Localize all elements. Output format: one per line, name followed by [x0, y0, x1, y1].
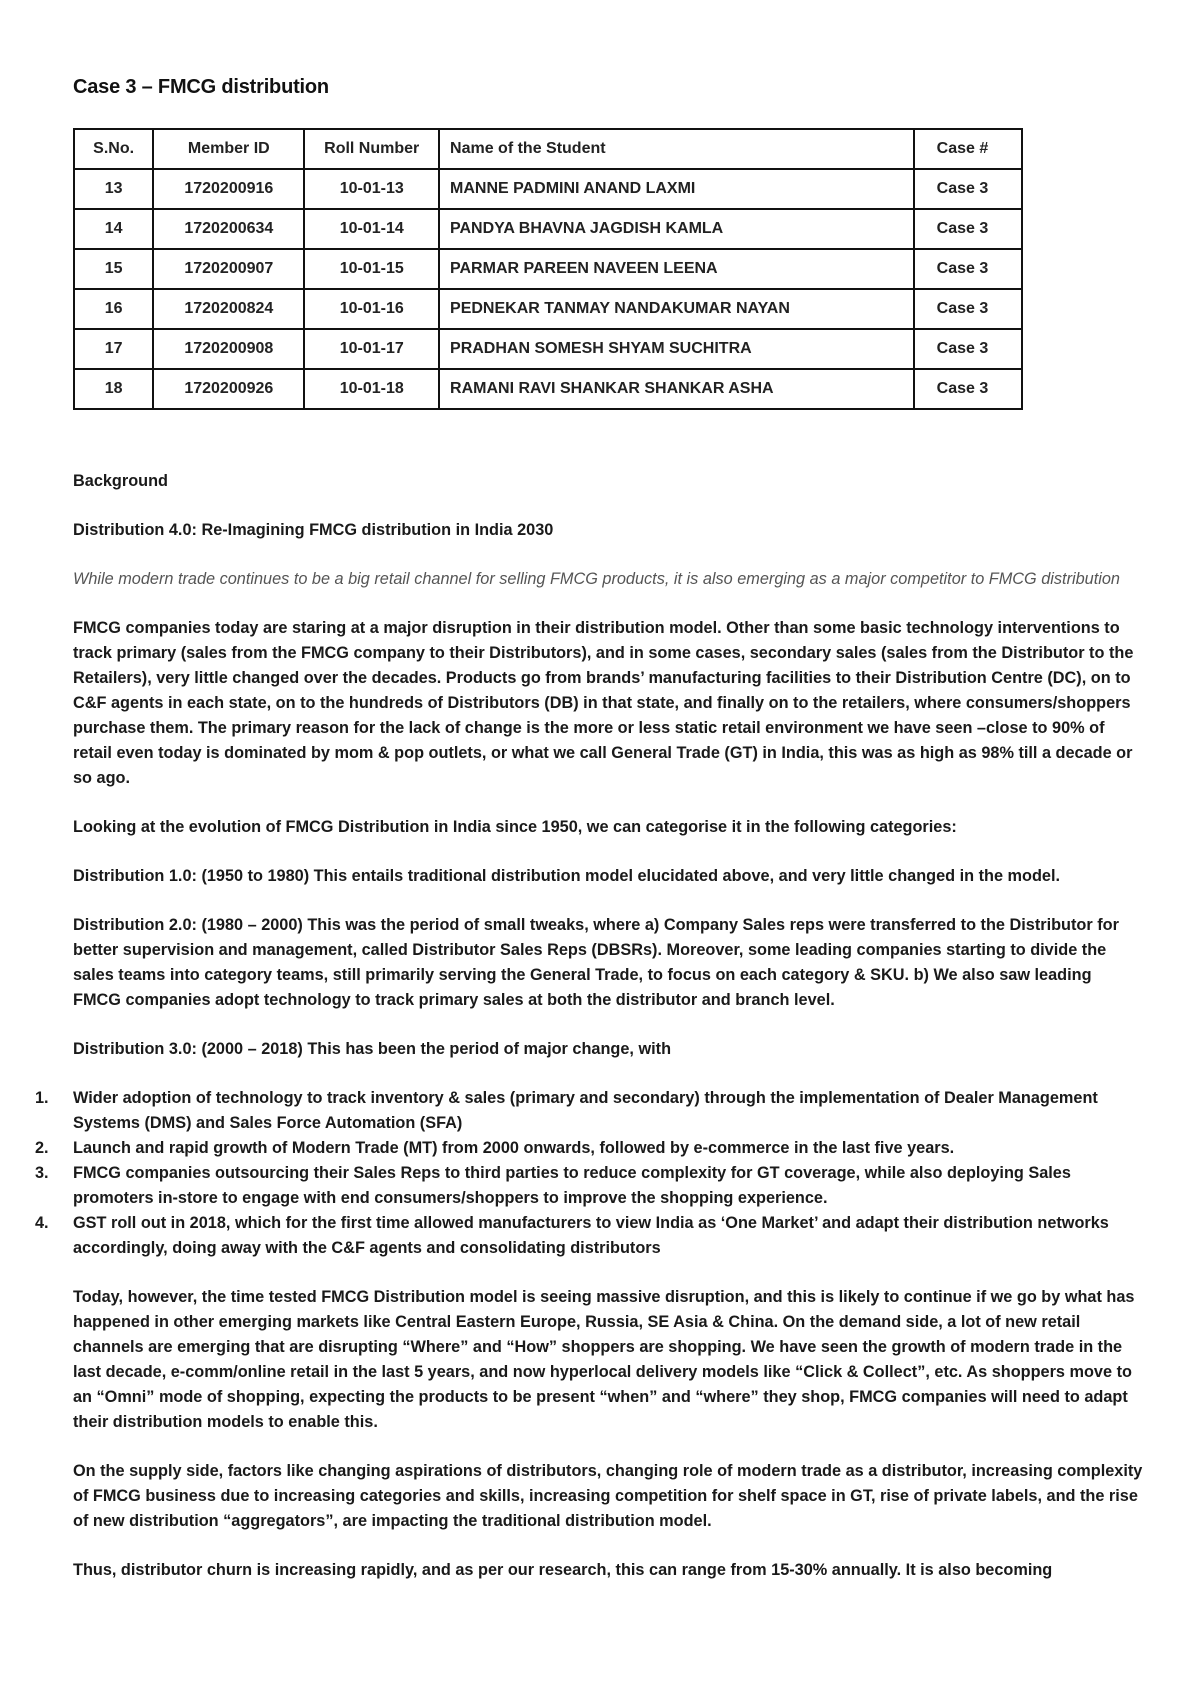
cell-sno: 18	[74, 369, 153, 409]
cell-sno: 15	[74, 249, 153, 289]
cell-student-name: PEDNEKAR TANMAY NANDAKUMAR NAYAN	[439, 289, 914, 329]
cell-roll-number: 10-01-13	[304, 169, 439, 209]
header-member-id: Member ID	[153, 129, 304, 169]
cell-sno: 16	[74, 289, 153, 329]
paragraph-3: Distribution 1.0: (1950 to 1980) This entails traditional distribution model elucidated above, and very little changed in the model.	[73, 867, 1061, 885]
cell-student-name: PANDYA BHAVNA JAGDISH KAMLA	[439, 209, 914, 249]
list-item	[35, 1211, 1143, 1261]
page-title: Case 3 – FMCG distribution	[73, 76, 329, 98]
list-item-text: GST roll out in 2018, which for the first time allowed manufacturers to view India as ‘One Market’ and adapt their distribution networks accordingly, doing away with the C&F agents and consolidating distributors	[73, 1214, 1109, 1257]
list-number: 2.	[35, 1139, 49, 1157]
italic-intro: While modern trade continues to be a big retail channel for selling FMCG products, it is also emerging as a major competitor to FMCG distribution	[73, 570, 1120, 588]
cell-student-name: RAMANI RAVI SHANKAR SHANKAR ASHA	[439, 369, 914, 409]
table-row	[74, 209, 1022, 249]
cell-case: Case 3	[914, 329, 1022, 369]
cell-roll-number: 10-01-16	[304, 289, 439, 329]
paragraph-2: Looking at the evolution of FMCG Distribution in India since 1950, we can categorise it in the following categories:	[73, 818, 957, 836]
body-text	[35, 469, 1143, 1607]
table-row	[74, 169, 1022, 209]
cell-case: Case 3	[914, 169, 1022, 209]
list-number: 4.	[35, 1214, 49, 1232]
cell-case: Case 3	[914, 289, 1022, 329]
cell-roll-number: 10-01-14	[304, 209, 439, 249]
table-row	[74, 289, 1022, 329]
header-case: Case #	[914, 129, 1022, 169]
subtitle: Distribution 4.0: Re-Imagining FMCG distribution in India 2030	[73, 521, 554, 539]
table-row	[74, 329, 1022, 369]
header-student-name: Name of the Student	[439, 129, 914, 169]
cell-student-name: PARMAR PAREEN NAVEEN LEENA	[439, 249, 914, 289]
cell-member-id: 1720200824	[153, 289, 304, 329]
table-row	[74, 249, 1022, 289]
cell-roll-number: 10-01-15	[304, 249, 439, 289]
list-item	[35, 1086, 1143, 1136]
paragraph-5: Distribution 3.0: (2000 – 2018) This has been the period of major change, with	[73, 1040, 672, 1058]
cell-member-id: 1720200908	[153, 329, 304, 369]
header-sno: S.No.	[74, 129, 153, 169]
student-table	[73, 128, 1023, 410]
paragraph-1: FMCG companies today are staring at a major disruption in their distribution model. Other than some basic technology interventions to track primary (sales from the FMCG company to their Distributors), and in some cases, secondary sales (sales from the Distributor to the Retailers), very little changed over the decades. Products go from brands’ manufacturing facilities to their Distribution Centre (DC), on to C&F agents in each state, on to the hundreds of Distributors (DB) in that state, and finally on to the retailers, where consumers/shoppers purchase them. The primary reason for the lack of change is the more or less static retail environment we have seen –close to 90% of retail even today is dominated by mom & pop outlets, or what we call General Trade (GT) in India, this was as high as 98% till a decade or so ago.	[73, 619, 1134, 787]
cell-roll-number: 10-01-17	[304, 329, 439, 369]
paragraph-7: On the supply side, factors like changing aspirations of distributors, changing role of modern trade as a distributor, increasing complexity of FMCG business due to increasing categories and skills, increasing competition for shelf space in GT, rise of private labels, and the rise of new distribution “aggregators”, are impacting the traditional distribution model.	[73, 1462, 1143, 1530]
list-number: 1.	[35, 1089, 49, 1107]
header-roll-number: Roll Number	[304, 129, 439, 169]
list-item-text: FMCG companies outsourcing their Sales Reps to third parties to reduce complexity for GT coverage, while also deploying Sales promoters in-store to engage with end consumers/shoppers to improve the shopping experience.	[73, 1164, 1071, 1207]
list-number: 3.	[35, 1164, 49, 1182]
cell-roll-number: 10-01-18	[304, 369, 439, 409]
cell-sno: 14	[74, 209, 153, 249]
list-item	[35, 1136, 1143, 1161]
paragraph-8: Thus, distributor churn is increasing rapidly, and as per our research, this can range from 15-30% annually. It is also becoming	[73, 1561, 1053, 1579]
cell-member-id: 1720200907	[153, 249, 304, 289]
numbered-list	[35, 1086, 1143, 1261]
cell-case: Case 3	[914, 249, 1022, 289]
list-item	[35, 1161, 1143, 1211]
table-header-row	[74, 129, 1022, 169]
paragraph-4: Distribution 2.0: (1980 – 2000) This was the period of small tweaks, where a) Company Sales reps were transferred to the Distributor for better supervision and management, called Distributor Sales Reps (DBSRs). Moreover, some leading companies starting to divide the sales teams into category teams, still primarily serving the General Trade, to focus on each category & SKU. b) We also saw leading FMCG companies adopt technology to track primary sales at both the distributor and branch level.	[73, 916, 1119, 1009]
cell-member-id: 1720200634	[153, 209, 304, 249]
cell-sno: 17	[74, 329, 153, 369]
cell-student-name: PRADHAN SOMESH SHYAM SUCHITRA	[439, 329, 914, 369]
cell-case: Case 3	[914, 369, 1022, 409]
cell-member-id: 1720200926	[153, 369, 304, 409]
cell-sno: 13	[74, 169, 153, 209]
cell-case: Case 3	[914, 209, 1022, 249]
table-row	[74, 369, 1022, 409]
paragraph-6: Today, however, the time tested FMCG Distribution model is seeing massive disruption, and this is likely to continue if we go by what has happened in other emerging markets like Central Eastern Europe, Russia, SE Asia & China. On the demand side, a lot of new retail channels are emerging that are disrupting “Where” and “How” shoppers are shopping. We have seen the growth of modern trade in the last decade, e-comm/online retail in the last 5 years, and now hyperlocal delivery models like “Click & Collect”, etc. As shoppers move to an “Omni” mode of shopping, expecting the products to be present “when” and “where” they shop, FMCG companies will need to adapt their distribution models to enable this.	[73, 1288, 1135, 1431]
background-heading: Background	[73, 472, 168, 490]
list-item-text: Launch and rapid growth of Modern Trade (MT) from 2000 onwards, followed by e-commerce in the last five years.	[73, 1139, 955, 1157]
list-item-text: Wider adoption of technology to track inventory & sales (primary and secondary) through the implementation of Dealer Management Systems (DMS) and Sales Force Automation (SFA)	[73, 1089, 1098, 1132]
cell-member-id: 1720200916	[153, 169, 304, 209]
cell-student-name: MANNE PADMINI ANAND LAXMI	[439, 169, 914, 209]
